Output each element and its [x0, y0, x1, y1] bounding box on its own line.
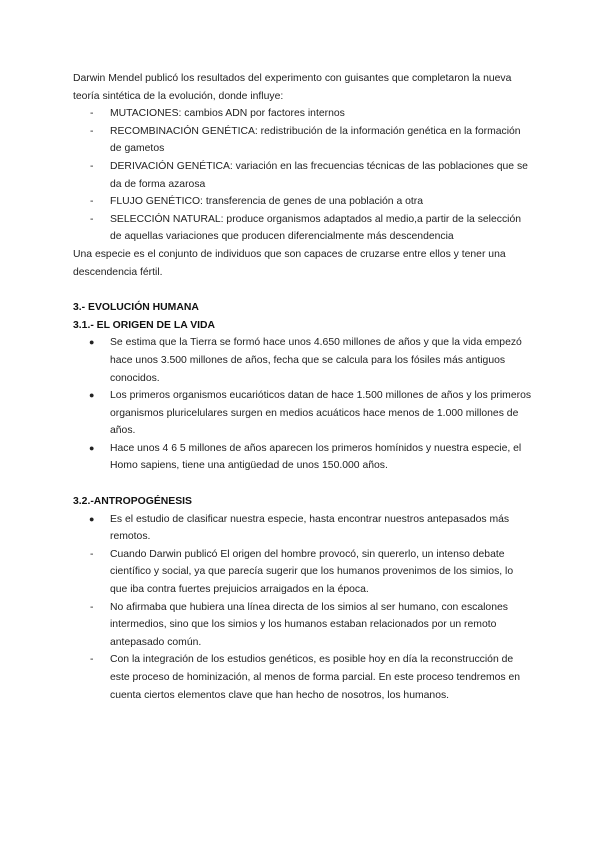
bullet-dot-icon: ● — [89, 390, 95, 401]
section-heading: 3.- EVOLUCIÓN HUMANA — [73, 302, 199, 314]
dash-bullet: - — [90, 213, 94, 225]
list-item: - RECOMBINACIÓN GENÉTICA: redistribución de la información genética en la formación de gametos — [73, 123, 533, 158]
dash-bullet: - — [90, 601, 94, 613]
evolution-factors-list — [73, 105, 533, 246]
dash-bullet: - — [90, 196, 94, 208]
origin-of-life-list — [73, 334, 533, 475]
list-item: ● Hace unos 4 6 5 millones de años aparecen los primeros homínidos y nuestra especie, el Homo sapiens, tiene una antigüedad de unos 150.000 años. — [73, 440, 533, 475]
bullet-dot-icon: ● — [89, 442, 95, 453]
bullet-dot-icon: ● — [89, 337, 95, 348]
species-definition: Una especie es el conjunto de individuos que son capaces de cruzarse entre ellos y tener una descendencia fértil. — [73, 248, 506, 278]
list-item: - SELECCIÓN NATURAL: produce organismos adaptados al medio,a partir de la selección de aquellas variaciones que producen diferencialmente más descendencia — [73, 211, 533, 246]
document-content — [73, 70, 533, 704]
dash-bullet: - — [90, 160, 94, 172]
bullet-dot-icon: ● — [89, 513, 95, 524]
dash-bullet: - — [90, 548, 94, 560]
dash-bullet: - — [90, 108, 94, 120]
subsection-heading-anthropogenesis: 3.2.-ANTROPOGÉNESIS — [73, 496, 192, 508]
list-item: - Cuando Darwin publicó El origen del hombre provocó, sin quererlo, un intenso debate científico y social, ya que parecía sugerir que los humanos provenimos de los simios, lo que iba contra fuertes prejuicios arraigados en la época. — [73, 546, 533, 599]
list-item: ● Los primeros organismos eucarióticos datan de hace 1.500 millones de años y los primeros organismos pluricelulares surgen en medios acuáticos hace menos de 1.000 millones de años. — [73, 387, 533, 440]
list-item: - DERIVACIÓN GENÉTICA: variación en las frecuencias técnicas de las poblaciones que se da de forma azarosa — [73, 158, 533, 193]
intro-paragraph: Darwin Mendel publicó los resultados del experimento con guisantes que completaron la nueva teoría sintética de la evolución, donde influye: — [73, 73, 512, 102]
list-item: - Con la integración de los estudios genéticos, es posible hoy en día la reconstrucción de este proceso de hominización, al menos de forma parcial. En este proceso tendremos en cuenta ciertos elementos clave que han hecho de nosotros, los humanos. — [73, 651, 533, 704]
anthropogenesis-list — [73, 511, 533, 705]
list-item: ● Es el estudio de clasificar nuestra especie, hasta encontrar nuestros antepasados más remotos. — [73, 511, 533, 546]
list-item: ● Se estima que la Tierra se formó hace unos 4.650 millones de años y que la vida empezó hace unos 3.500 millones de años, fecha que se calcula para los fósiles más antiguos conocidos. — [73, 334, 533, 387]
list-item: - MUTACIONES: cambios ADN por factores internos — [73, 105, 533, 123]
list-item: - No afirmaba que hubiera una línea directa de los simios al ser humano, con escalones intermedios, sino que los simios y los humanos estaban relacionados por un remoto antepasado común. — [73, 599, 533, 652]
dash-bullet: - — [90, 654, 94, 666]
dash-bullet: - — [90, 125, 94, 137]
subsection-heading-origin: 3.1.- EL ORIGEN DE LA VIDA — [73, 319, 216, 331]
list-item: - FLUJO GENÉTICO: transferencia de genes de una población a otra — [73, 193, 533, 211]
